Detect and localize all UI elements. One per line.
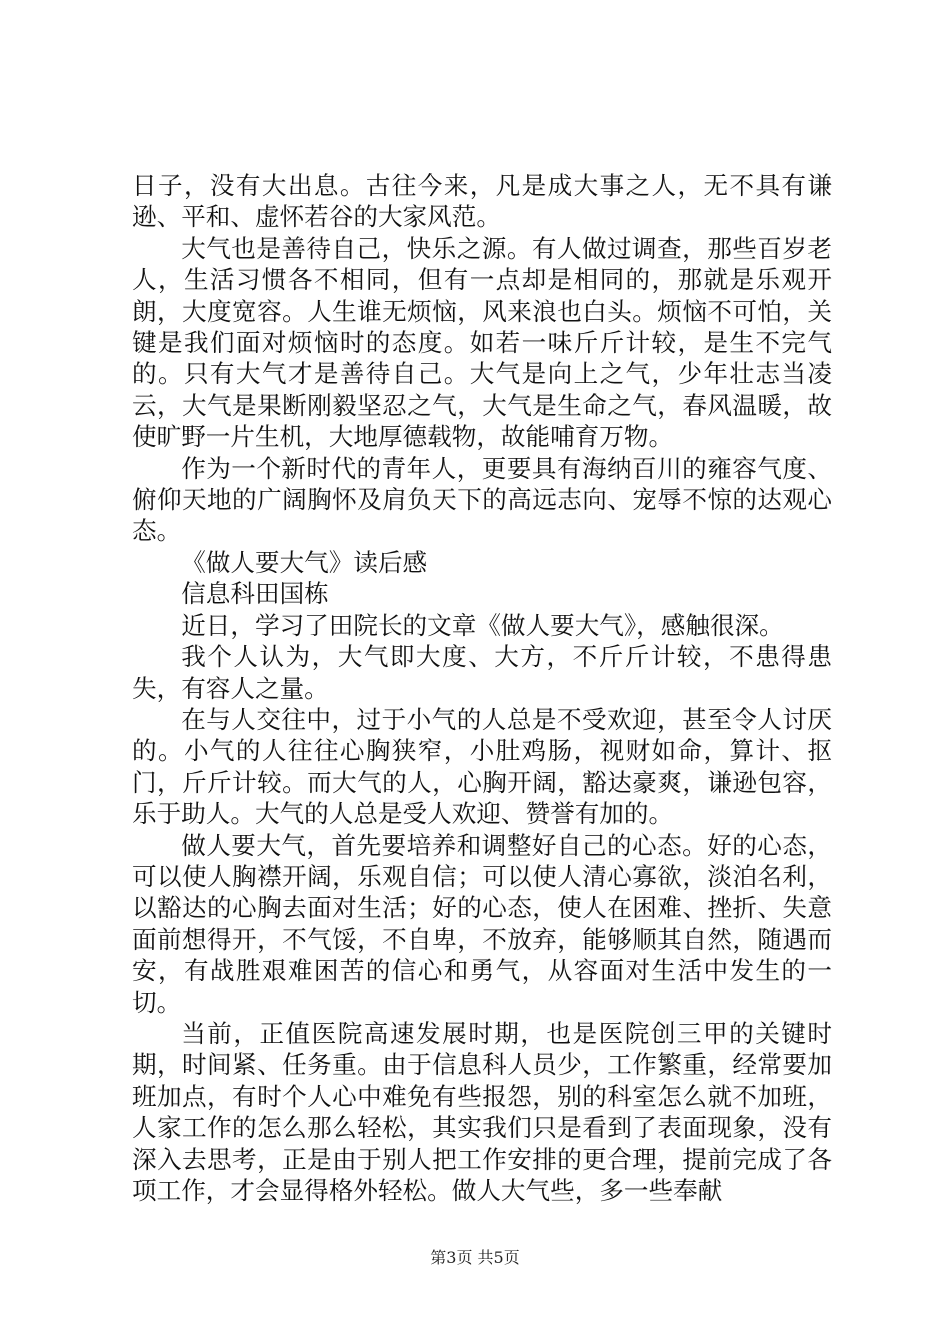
paragraph: 我个人认为，大气即大度、大方，不斤斤计较，不患得患失，有容人之量。 — [132, 642, 832, 703]
page-number-footer: 第3页 共5页 — [430, 1248, 520, 1267]
paragraph: 近日，学习了田院长的文章《做人要大气》，感触很深。 — [181, 610, 784, 640]
article-title: 《做人要大气》读后感 — [181, 547, 428, 577]
paragraph: 在与人交往中，过于小气的人总是不受欢迎，甚至令人讨厌的。小气的人往往心胸狭窄，小肚鸡肠，视财如命，算计、抠门，斤斤计较。而大气的人，心胸开阔，豁达豪爽，谦逊包容，乐于助人。大气的人总是受人欢迎、赞誉有加的。 — [132, 704, 832, 829]
paragraph: 作为一个新时代的青年人，更要具有海纳百川的雍容气度、俯仰天地的广阔胸怀及肩负天下的高远志向、宠辱不惊的达观心态。 — [132, 453, 832, 546]
paragraph-continuation: 日子，没有大出息。古往今来，凡是成大事之人，无不具有谦逊、平和、虚怀若谷的大家风范。 — [132, 171, 832, 232]
paragraph: 做人要大气，首先要培养和调整好自己的心态。好的心态，可以使人胸襟开阔，乐观自信；可以使人清心寡欲，淡泊名利，以豁达的心胸去面对生活；好的心态，使人在困难、挫折、失意面前想得开，不气馁，不自卑，不放弃，能够顺其自然，随遇而安，有战胜艰难困苦的信心和勇气，从容面对生活中发生的一切。 — [132, 830, 832, 1017]
paragraph: 当前，正值医院高速发展时期，也是医院创三甲的关键时期，时间紧、任务重。由于信息科人员少，工作繁重，经常要加班加点，有时个人心中难免有些报怨，别的科室怎么就不加班，人家工作的怎么那么轻松，其实我们只是看到了表面现象，没有深入去思考，正是由于别人把工作安排的更合理，提前完成了各项工作，才会显得格外轻松。做人大气些，多一些奉献 — [132, 1018, 832, 1205]
paragraph: 大气也是善待自己，快乐之源。有人做过调查，那些百岁老人，生活习惯各不相同，但有一点却是相同的，那就是乐观开朗，大度宽容。人生谁无烦恼，风来浪也白头。烦恼不可怕，关键是我们面对烦恼时的态度。如若一味斤斤计较，是生不完气的。只有大气才是善待自己。大气是向上之气，少年壮志当凌云，大气是果断刚毅坚忍之气，大气是生命之气，春风温暖，故使旷野一片生机，大地厚德载物，故能哺育万物。 — [132, 233, 832, 452]
article-author: 信息科田国栋 — [181, 579, 329, 609]
document-body — [132, 170, 832, 1206]
